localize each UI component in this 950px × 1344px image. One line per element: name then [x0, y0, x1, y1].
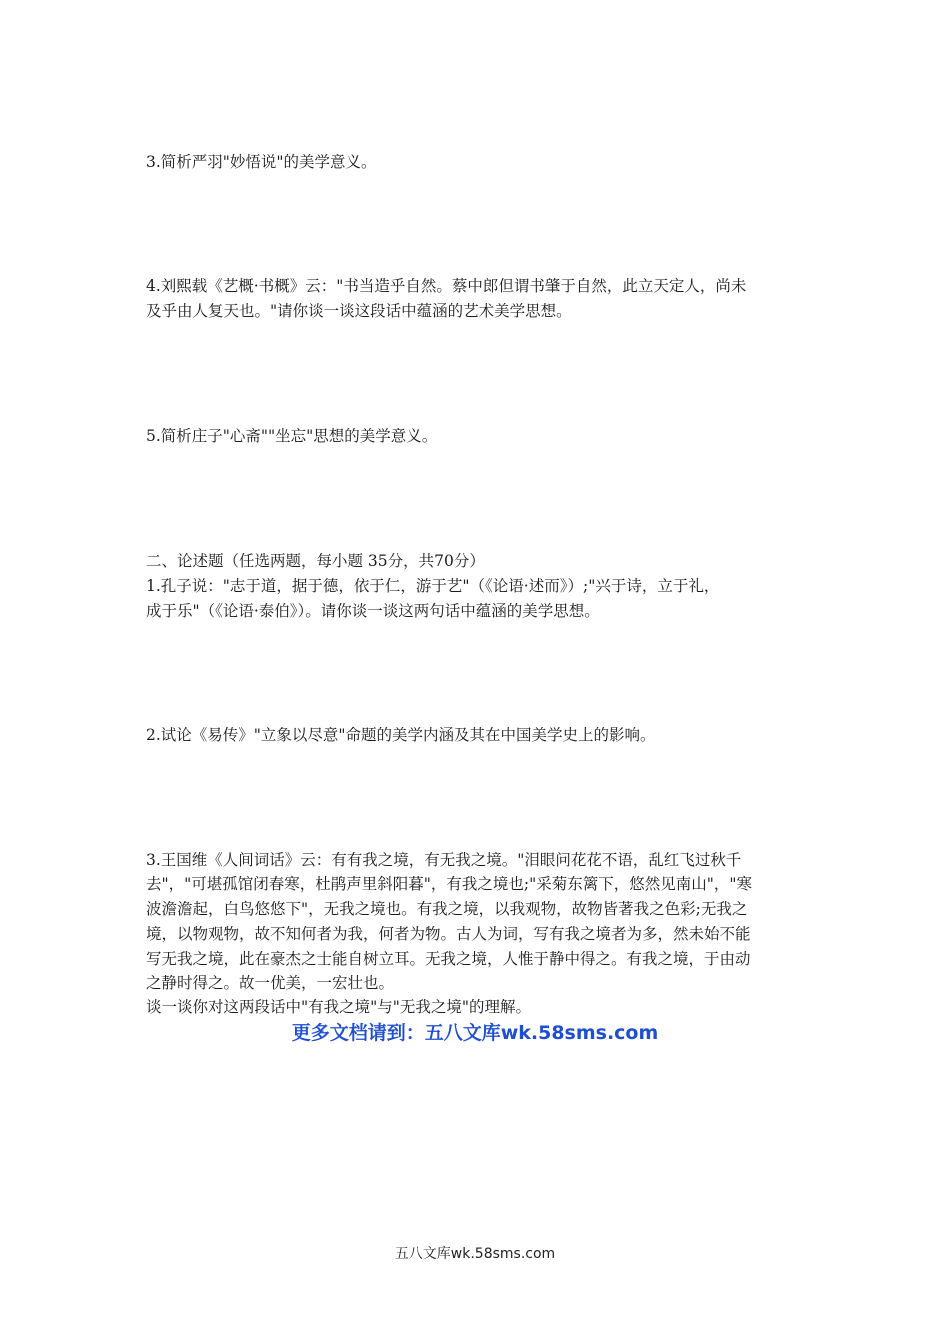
question-short-3: 3.简析严羽"妙悟说"的美学意义。: [146, 153, 377, 171]
essay-question-3-line5: 写无我之境，此在豪杰之士能自树立耳。无我之境，人惟于静中得之。有我之境，于由动: [146, 950, 751, 968]
essay-question-1-line1: 1.孔子说："志于道，据于德，依于仁，游于艺"（《论语·述而》）;"兴于诗，立于礼，: [146, 577, 720, 595]
promo-link[interactable]: 更多文档请到：五八文库wk.58sms.com: [291, 1022, 659, 1044]
essay-question-3-line2: 去"，"可堪孤馆闭春寒，杜鹃声里斜阳暮"，有我之境也;"采菊东篱下，悠然见南山"，"寒: [146, 875, 753, 893]
page-footer: 五八文库wk.58sms.com: [394, 1246, 556, 1262]
essay-question-2: 2.试论《易传》"立象以尽意"命题的美学内涵及其在中国美学史上的影响。: [146, 726, 656, 744]
essay-question-3-line3: 波澹澹起，白鸟悠悠下"，无我之境也。有我之境，以我观物，故物皆著我之色彩;无我之: [146, 900, 748, 918]
question-short-4-line2: 及乎由人复天也。"请你谈一谈这段话中蕴涵的艺术美学思想。: [146, 302, 572, 320]
essay-question-3-line4: 境，以物观物，故不知何者为我，何者为物。古人为词，写有我之境者为多，然未始不能: [146, 925, 751, 943]
question-short-5: 5.简析庄子"心斋""坐忘"思想的美学意义。: [146, 427, 438, 445]
essay-question-3-line1: 3.王国维《人间词话》云：有有我之境，有无我之境。"泪眼问花花不语，乱红飞过秋千: [146, 851, 742, 869]
section-heading-essay: 二、论述题（任选两题，每小题 35分，共70分）: [146, 552, 485, 570]
essay-question-3-line7: 谈一谈你对这两段话中"有我之境"与"无我之境"的理解。: [146, 998, 532, 1016]
question-short-4-line1: 4.刘熙载《艺概·书概》云："书当造乎自然。蔡中郎但谓书肇于自然，此立天定人，尚未: [146, 277, 747, 295]
essay-question-3-line6: 之静时得之。故一优美，一宏壮也。: [146, 974, 395, 992]
essay-question-1-line2: 成于乐"（《论语·泰伯》）。请你谈一谈这两句话中蕴涵的美学思想。: [146, 602, 600, 620]
